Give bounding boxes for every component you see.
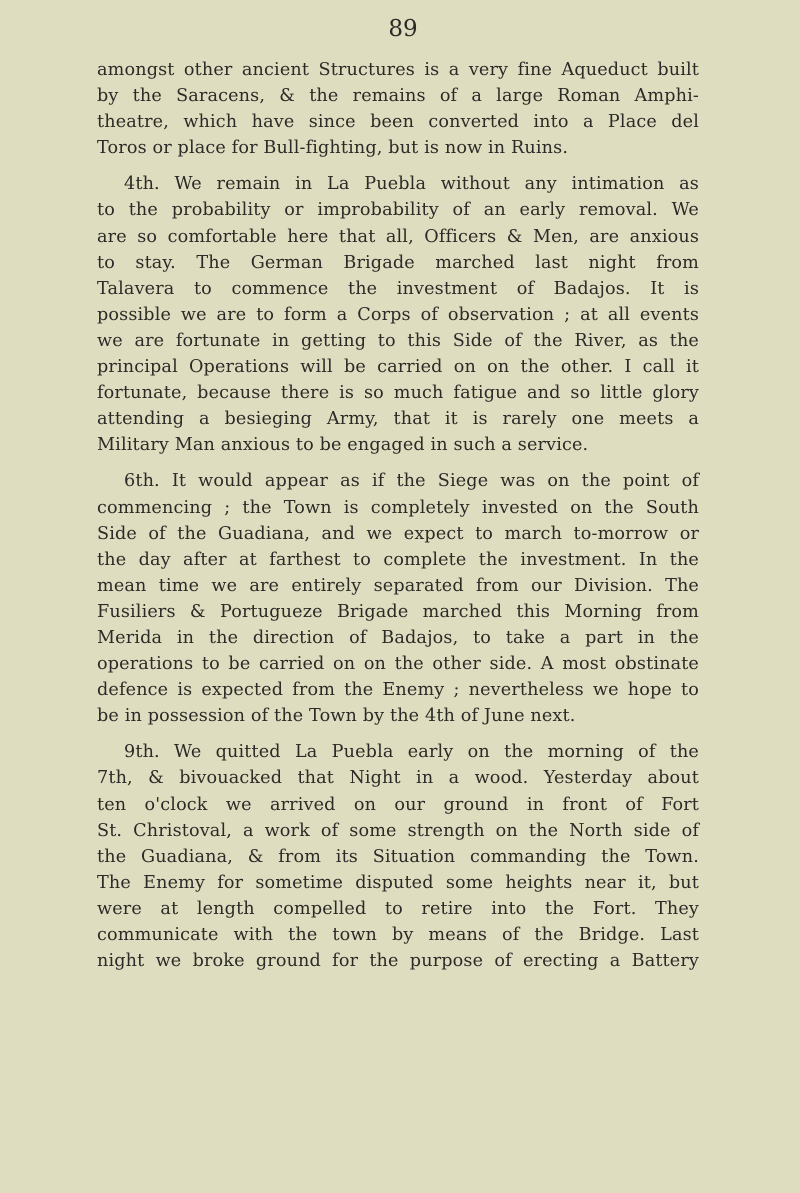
text-line: we are fortunate in getting to this Side of the River, as the [97, 330, 699, 351]
text-line: be in possession of the Town by the 4th of June next. [97, 706, 576, 727]
text-line: Talavera to commence the investment of Badajos. It is [97, 278, 699, 299]
text-line: defence is expected from the Enemy ; nevertheless we hope to [97, 680, 699, 701]
text-line: to the probability or improbability of an early removal. We [97, 200, 699, 221]
text-line: the Guadiana, & from its Situation commanding the Town. [97, 846, 699, 867]
text-line: the day after at farthest to complete the investment. In the [97, 549, 699, 570]
paragraph-3 [97, 468, 699, 729]
text-line: principal Operations will be carried on on the other. I call it [97, 357, 699, 378]
text-line: mean time we are entirely separated from our Division. The [97, 575, 699, 596]
text-line: 4th. We remain in La Puebla without any intimation as [124, 174, 699, 195]
page-number: 89 [388, 16, 418, 42]
text-line: 9th. We quitted La Puebla early on the morning of the [124, 742, 699, 763]
text-line: attending a besieging Army, that it is rarely one meets a [97, 409, 699, 430]
text-line: commencing ; the Town is completely invested on the South [97, 497, 699, 518]
text-line: communicate with the town by means of the Bridge. Last [97, 925, 699, 945]
text-line: were at length compelled to retire into the Fort. They [97, 898, 699, 919]
text-line: The Enemy for sometime disputed some heights near it, but [97, 872, 699, 893]
text-line: possible we are to form a Corps of observation ; at all events [97, 304, 699, 325]
paragraph-2 [97, 171, 699, 458]
text-line: theatre, which have since been converted into a Place del [97, 112, 699, 133]
text-line: St. Christoval, a work of some strength on the North side of [97, 820, 699, 841]
text-line: amongst other ancient Structures is a very fine Aqueduct built [97, 60, 699, 80]
text-line: to stay. The German Brigade marched last night from [97, 252, 699, 273]
text-line: Merida in the direction of Badajos, to take a part in the [97, 627, 699, 648]
paragraph-4 [97, 739, 699, 974]
paragraph-1 [97, 57, 699, 161]
text-line: fortunate, because there is so much fatigue and so little glory [97, 383, 699, 404]
text-line: Side of the Guadiana, and we expect to march to-morrow or [97, 523, 699, 544]
text-line: by the Saracens, & the remains of a large Roman Amphi- [97, 86, 699, 107]
text-line: 6th. It would appear as if the Siege was on the point of [124, 471, 699, 492]
text-line: Military Man anxious to be engaged in such a service. [97, 435, 589, 456]
text-line: ten o'clock we arrived on our ground in front of Fort [97, 794, 699, 815]
text-line: operations to be carried on on the other side. A most obstinate [97, 654, 699, 675]
text-line: Toros or place for Bull-fighting, but is now in Ruins. [97, 138, 569, 159]
text-line: Fusiliers & Portugueze Brigade marched this Morning from [97, 601, 699, 622]
text-line: 7th, & bivouacked that Night in a wood. Yesterday about [97, 768, 699, 789]
text-line: are so comfortable here that all, Officers & Men, are anxious [97, 226, 699, 247]
text-line: night we broke ground for the purpose of erecting a Battery [97, 951, 699, 972]
body-text [97, 57, 699, 984]
